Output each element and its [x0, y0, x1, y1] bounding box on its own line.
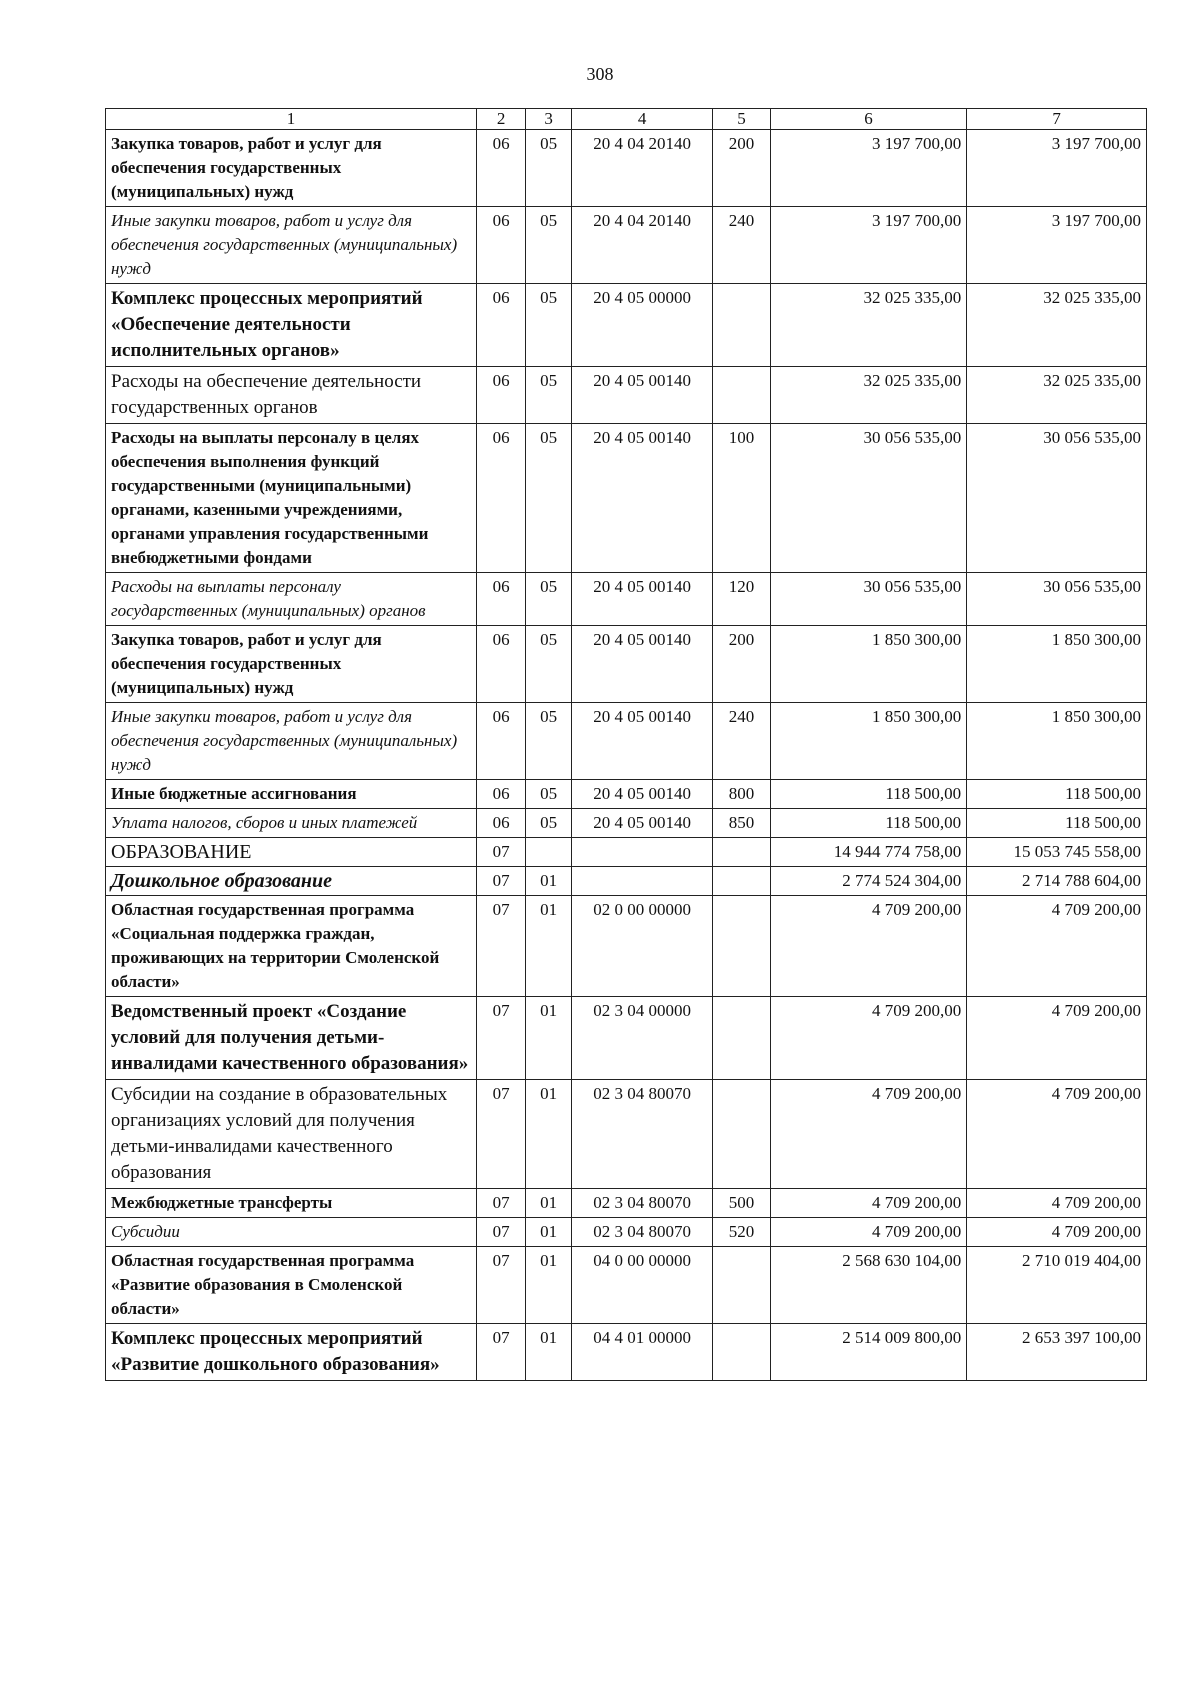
item-name-cell: Комплекс процессных мероприятий «Обеспечение деятельности исполнительных органов» [106, 284, 477, 367]
target-article-cell: 02 0 00 00000 [572, 896, 713, 997]
amount-year1-cell: 118 500,00 [770, 809, 966, 838]
item-name-cell: Областная государственная программа «Развитие образования в Смоленской области» [106, 1247, 477, 1324]
target-article-cell: 20 4 04 20140 [572, 130, 713, 207]
expense-type-cell: 100 [713, 424, 770, 573]
amount-year1-cell: 4 709 200,00 [770, 1218, 966, 1247]
target-article-cell: 20 4 05 00140 [572, 626, 713, 703]
subsection-code-cell: 05 [526, 809, 572, 838]
item-name-cell: Закупка товаров, работ и услуг для обеспечения государственных (муниципальных) нужд [106, 626, 477, 703]
subsection-code-cell: 05 [526, 284, 572, 367]
section-code-cell: 06 [477, 284, 526, 367]
item-name-cell: Межбюджетные трансферты [106, 1189, 477, 1218]
amount-year2-cell: 2 653 397 100,00 [967, 1324, 1147, 1381]
amount-year1-cell: 3 197 700,00 [770, 207, 966, 284]
item-name-cell: Расходы на обеспечение деятельности государственных органов [106, 367, 477, 424]
amount-year1-cell: 2 774 524 304,00 [770, 867, 966, 896]
section-code-cell: 07 [477, 1080, 526, 1189]
budget-table [105, 108, 1147, 1381]
expense-type-cell [713, 1080, 770, 1189]
section-code-cell: 07 [477, 896, 526, 997]
subsection-code-cell: 05 [526, 424, 572, 573]
expense-type-cell: 520 [713, 1218, 770, 1247]
column-header: 1 [106, 109, 477, 130]
table-row [106, 130, 1147, 207]
table-row [106, 867, 1147, 896]
amount-year2-cell: 4 709 200,00 [967, 896, 1147, 997]
amount-year2-cell: 2 710 019 404,00 [967, 1247, 1147, 1324]
amount-year1-cell: 3 197 700,00 [770, 130, 966, 207]
amount-year2-cell: 2 714 788 604,00 [967, 867, 1147, 896]
section-code-cell: 07 [477, 838, 526, 867]
amount-year2-cell: 32 025 335,00 [967, 367, 1147, 424]
amount-year2-cell: 4 709 200,00 [967, 1080, 1147, 1189]
section-code-cell: 06 [477, 367, 526, 424]
expense-type-cell [713, 284, 770, 367]
table-row [106, 997, 1147, 1080]
section-code-cell: 07 [477, 867, 526, 896]
section-code-cell: 07 [477, 1324, 526, 1381]
table-row [106, 703, 1147, 780]
subsection-code-cell: 01 [526, 1218, 572, 1247]
page-number: 308 [586, 64, 614, 84]
expense-type-cell: 500 [713, 1189, 770, 1218]
amount-year2-cell: 3 197 700,00 [967, 207, 1147, 284]
table-row [106, 207, 1147, 284]
amount-year2-cell: 3 197 700,00 [967, 130, 1147, 207]
subsection-code-cell [526, 838, 572, 867]
item-name-cell: Субсидии [106, 1218, 477, 1247]
amount-year2-cell: 4 709 200,00 [967, 1218, 1147, 1247]
section-code-cell: 06 [477, 207, 526, 284]
table-row [106, 626, 1147, 703]
amount-year1-cell: 4 709 200,00 [770, 997, 966, 1080]
table-header-row [106, 109, 1147, 130]
amount-year1-cell: 32 025 335,00 [770, 284, 966, 367]
expense-type-cell [713, 1324, 770, 1381]
section-code-cell: 06 [477, 573, 526, 626]
subsection-code-cell: 05 [526, 703, 572, 780]
table-row [106, 367, 1147, 424]
amount-year2-cell: 1 850 300,00 [967, 626, 1147, 703]
item-name-cell: Расходы на выплаты персоналу государственных (муниципальных) органов [106, 573, 477, 626]
subsection-code-cell: 01 [526, 867, 572, 896]
section-code-cell: 06 [477, 780, 526, 809]
expense-type-cell: 850 [713, 809, 770, 838]
section-code-cell: 07 [477, 997, 526, 1080]
target-article-cell: 02 3 04 80070 [572, 1189, 713, 1218]
amount-year1-cell: 1 850 300,00 [770, 626, 966, 703]
amount-year1-cell: 2 568 630 104,00 [770, 1247, 966, 1324]
subsection-code-cell: 01 [526, 1324, 572, 1381]
amount-year1-cell: 118 500,00 [770, 780, 966, 809]
table-row [106, 780, 1147, 809]
table-row [106, 573, 1147, 626]
item-name-cell: Иные бюджетные ассигнования [106, 780, 477, 809]
target-article-cell: 20 4 05 00140 [572, 780, 713, 809]
table-row [106, 896, 1147, 997]
amount-year2-cell: 30 056 535,00 [967, 573, 1147, 626]
column-header: 6 [770, 109, 966, 130]
table-row [106, 838, 1147, 867]
section-code-cell: 06 [477, 703, 526, 780]
expense-type-cell [713, 867, 770, 896]
expense-type-cell: 200 [713, 130, 770, 207]
amount-year2-cell: 32 025 335,00 [967, 284, 1147, 367]
target-article-cell: 20 4 05 00140 [572, 573, 713, 626]
expense-type-cell: 800 [713, 780, 770, 809]
table-row [106, 1247, 1147, 1324]
subsection-code-cell: 01 [526, 1080, 572, 1189]
column-header: 3 [526, 109, 572, 130]
target-article-cell: 02 3 04 80070 [572, 1218, 713, 1247]
expense-type-cell [713, 367, 770, 424]
expense-type-cell: 240 [713, 703, 770, 780]
item-name-cell: Закупка товаров, работ и услуг для обеспечения государственных (муниципальных) нужд [106, 130, 477, 207]
amount-year1-cell: 30 056 535,00 [770, 573, 966, 626]
table-row [106, 809, 1147, 838]
amount-year1-cell: 4 709 200,00 [770, 1189, 966, 1218]
amount-year2-cell: 30 056 535,00 [967, 424, 1147, 573]
amount-year2-cell: 4 709 200,00 [967, 1189, 1147, 1218]
section-code-cell: 06 [477, 809, 526, 838]
table-row [106, 1324, 1147, 1381]
expense-type-cell: 240 [713, 207, 770, 284]
target-article-cell [572, 838, 713, 867]
item-name-cell: Субсидии на создание в образовательных организациях условий для получения детьми-инвалидами качественного образования [106, 1080, 477, 1189]
column-header: 2 [477, 109, 526, 130]
subsection-code-cell: 05 [526, 626, 572, 703]
expense-type-cell [713, 896, 770, 997]
subsection-code-cell: 05 [526, 780, 572, 809]
item-name-cell: ОБРАЗОВАНИЕ [106, 838, 477, 867]
table-row [106, 1189, 1147, 1218]
table-row [106, 284, 1147, 367]
target-article-cell: 20 4 05 00140 [572, 809, 713, 838]
amount-year2-cell: 15 053 745 558,00 [967, 838, 1147, 867]
subsection-code-cell: 01 [526, 1247, 572, 1324]
target-article-cell: 20 4 05 00140 [572, 367, 713, 424]
subsection-code-cell: 05 [526, 130, 572, 207]
item-name-cell: Иные закупки товаров, работ и услуг для обеспечения государственных (муниципальных) нужд [106, 207, 477, 284]
amount-year2-cell: 118 500,00 [967, 809, 1147, 838]
section-code-cell: 06 [477, 424, 526, 573]
section-code-cell: 06 [477, 130, 526, 207]
target-article-cell: 20 4 04 20140 [572, 207, 713, 284]
target-article-cell: 04 4 01 00000 [572, 1324, 713, 1381]
amount-year1-cell: 14 944 774 758,00 [770, 838, 966, 867]
column-header: 4 [572, 109, 713, 130]
item-name-cell: Комплекс процессных мероприятий «Развитие дошкольного образования» [106, 1324, 477, 1381]
table-row [106, 1080, 1147, 1189]
section-code-cell: 07 [477, 1189, 526, 1218]
table-row [106, 1218, 1147, 1247]
item-name-cell: Расходы на выплаты персоналу в целях обеспечения выполнения функций государственными (муниципальными) органами, казенными учреждениями, органами управления государственными внебюджетными фондами [106, 424, 477, 573]
item-name-cell: Иные закупки товаров, работ и услуг для обеспечения государственных (муниципальных) нужд [106, 703, 477, 780]
subsection-code-cell: 01 [526, 1189, 572, 1218]
target-article-cell: 20 4 05 00000 [572, 284, 713, 367]
expense-type-cell: 120 [713, 573, 770, 626]
subsection-code-cell: 05 [526, 207, 572, 284]
target-article-cell [572, 867, 713, 896]
amount-year1-cell: 4 709 200,00 [770, 896, 966, 997]
expense-type-cell [713, 838, 770, 867]
target-article-cell: 04 0 00 00000 [572, 1247, 713, 1324]
column-header: 5 [713, 109, 770, 130]
expense-type-cell: 200 [713, 626, 770, 703]
item-name-cell: Дошкольное образование [106, 867, 477, 896]
amount-year1-cell: 1 850 300,00 [770, 703, 966, 780]
target-article-cell: 20 4 05 00140 [572, 703, 713, 780]
amount-year2-cell: 118 500,00 [967, 780, 1147, 809]
amount-year1-cell: 32 025 335,00 [770, 367, 966, 424]
target-article-cell: 02 3 04 80070 [572, 1080, 713, 1189]
item-name-cell: Уплата налогов, сборов и иных платежей [106, 809, 477, 838]
amount-year2-cell: 1 850 300,00 [967, 703, 1147, 780]
table-row [106, 424, 1147, 573]
subsection-code-cell: 01 [526, 896, 572, 997]
amount-year1-cell: 30 056 535,00 [770, 424, 966, 573]
target-article-cell: 02 3 04 00000 [572, 997, 713, 1080]
section-code-cell: 07 [477, 1218, 526, 1247]
item-name-cell: Областная государственная программа «Социальная поддержка граждан, проживающих на территории Смоленской области» [106, 896, 477, 997]
section-code-cell: 07 [477, 1247, 526, 1324]
expense-type-cell [713, 997, 770, 1080]
column-header: 7 [967, 109, 1147, 130]
target-article-cell: 20 4 05 00140 [572, 424, 713, 573]
subsection-code-cell: 05 [526, 367, 572, 424]
amount-year1-cell: 4 709 200,00 [770, 1080, 966, 1189]
item-name-cell: Ведомственный проект «Создание условий для получения детьми-инвалидами качественного образования» [106, 997, 477, 1080]
expense-type-cell [713, 1247, 770, 1324]
section-code-cell: 06 [477, 626, 526, 703]
amount-year1-cell: 2 514 009 800,00 [770, 1324, 966, 1381]
subsection-code-cell: 05 [526, 573, 572, 626]
amount-year2-cell: 4 709 200,00 [967, 997, 1147, 1080]
subsection-code-cell: 01 [526, 997, 572, 1080]
